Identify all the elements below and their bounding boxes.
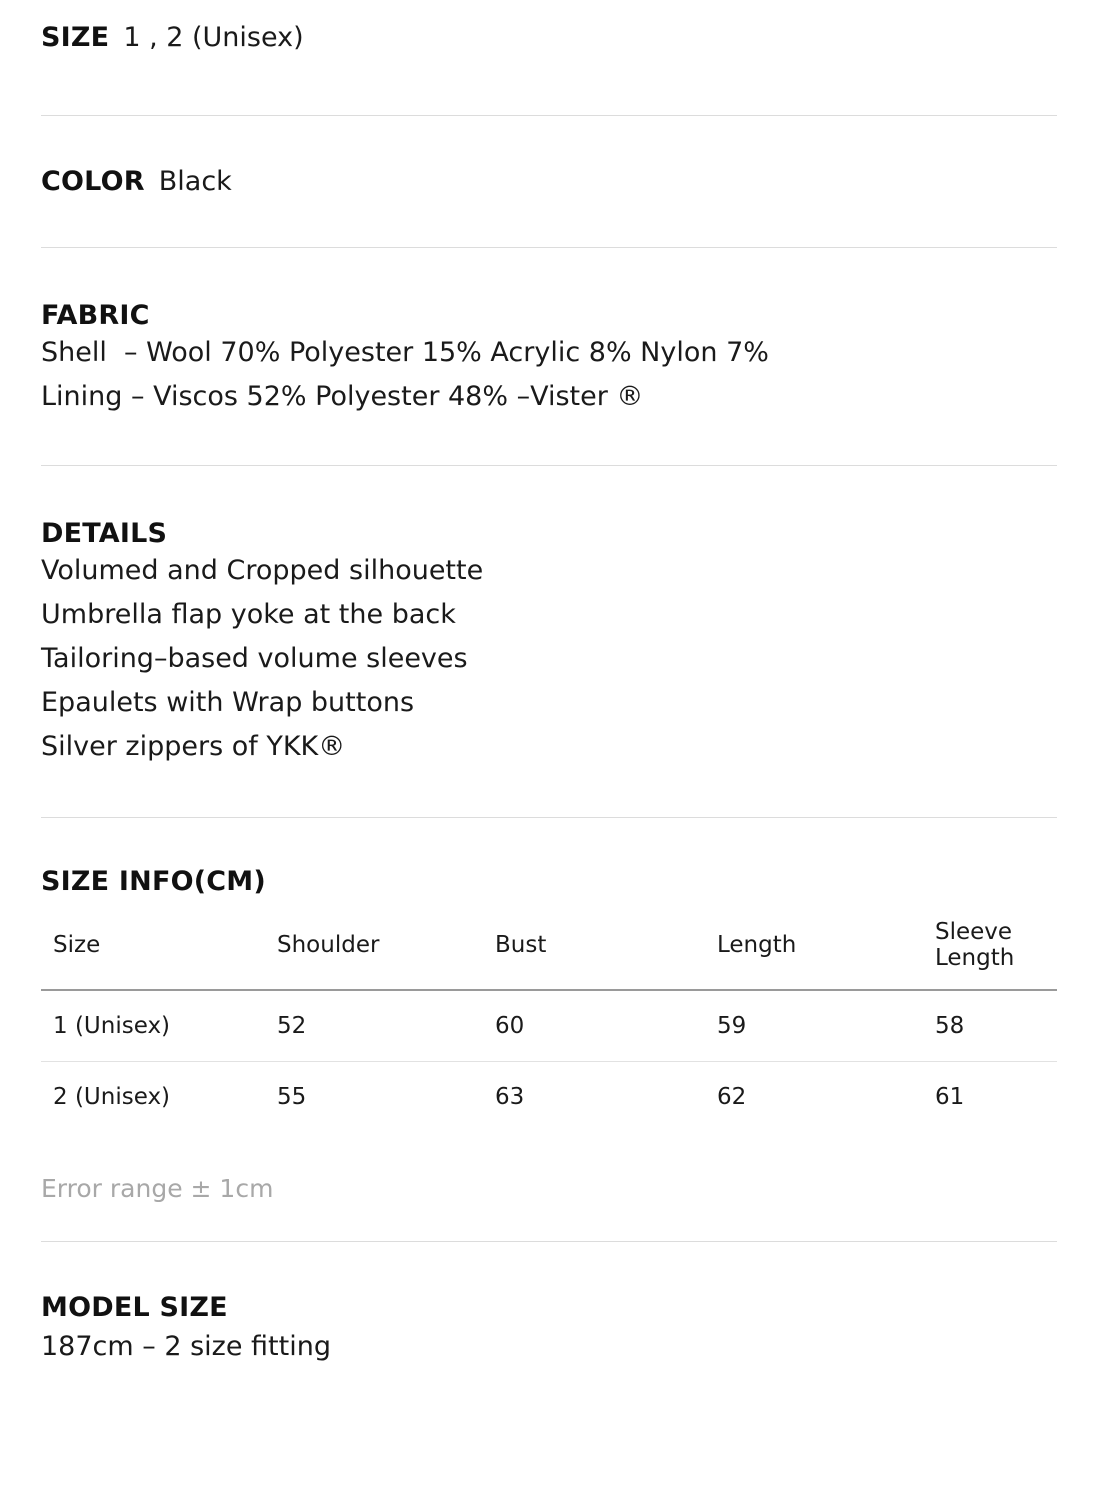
table-row — [41, 990, 1057, 1062]
spacer-after-fabric — [41, 419, 1057, 465]
column-header-shoulder: Shoulder — [265, 919, 483, 990]
cell-sleeve-length: 61 — [935, 1084, 965, 1110]
size-row — [41, 22, 1057, 53]
column-header-sleeve-length: Sleeve Length — [923, 919, 1057, 990]
size-info-section — [41, 818, 1057, 1203]
column-header-size: Size — [41, 919, 265, 990]
error-range-note: Error range ± 1cm — [41, 1174, 274, 1203]
color-label: COLOR — [41, 166, 145, 197]
cell-shoulder: 52 — [265, 990, 483, 1062]
fabric-section — [41, 248, 1057, 419]
cell-length: 59 — [705, 990, 923, 1062]
color-value: Black — [158, 166, 232, 197]
size-info-table-body — [41, 990, 1057, 1132]
cell-bust: 60 — [483, 990, 705, 1062]
color-section — [41, 116, 1057, 197]
spacer-after-size — [41, 53, 1057, 115]
spacer-after-size-info — [41, 1203, 1057, 1241]
model-size-heading: MODEL SIZE — [41, 1292, 228, 1323]
cell-size: 1 (Unisex) — [41, 990, 265, 1062]
color-row — [41, 166, 1057, 197]
fabric-line-lining: Lining – Viscos 52% Polyester 48% –Vister ® — [41, 381, 644, 412]
size-section — [41, 0, 1057, 53]
spacer-after-details — [41, 769, 1057, 817]
table-row — [41, 1062, 1057, 1133]
details-section — [41, 466, 1057, 769]
column-header-length: Length — [705, 919, 923, 990]
size-label: SIZE — [41, 22, 110, 53]
details-line-5: Silver zippers of YKK® — [41, 731, 346, 762]
cell-shoulder: 55 — [277, 1084, 307, 1110]
cell-bust: 63 — [495, 1084, 525, 1110]
cell-sleeve-length: 58 — [923, 990, 1057, 1062]
cell-size: 2 (Unisex) — [53, 1084, 171, 1110]
model-size-line: 187cm – 2 size fitting — [41, 1331, 331, 1362]
column-header-bust: Bust — [483, 919, 705, 990]
table-header-row — [41, 919, 1057, 990]
spacer-after-color — [41, 197, 1057, 247]
fabric-line-shell: Shell – Wool 70% Polyester 15% Acrylic 8% Nylon 7% — [41, 337, 769, 368]
details-line-1: Volumed and Cropped silhouette — [41, 555, 484, 586]
fabric-heading: FABRIC — [41, 300, 150, 331]
size-info-table — [41, 919, 1057, 1132]
details-line-2: Umbrella flap yoke at the back — [41, 599, 456, 630]
size-value: 1 , 2 (Unisex) — [123, 22, 304, 53]
cell-length: 62 — [717, 1084, 747, 1110]
size-info-table-head — [41, 919, 1057, 990]
details-line-4: Epaulets with Wrap buttons — [41, 687, 415, 718]
details-heading: DETAILS — [41, 518, 168, 549]
details-line-3: Tailoring–based volume sleeves — [41, 643, 468, 674]
model-size-section — [41, 1242, 1057, 1362]
size-info-heading: SIZE INFO(CM) — [41, 866, 266, 897]
